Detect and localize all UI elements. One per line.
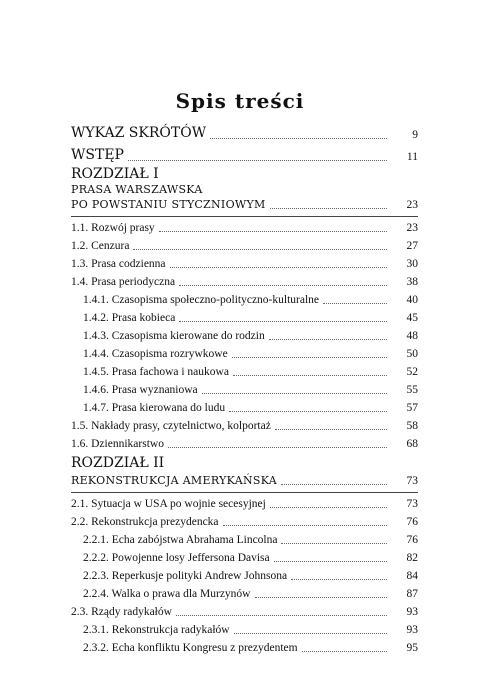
dot-leader <box>291 579 387 580</box>
entry-page: 9 <box>412 129 418 141</box>
dot-leader <box>210 138 387 139</box>
dot-leader <box>179 321 387 322</box>
entry-page: 58 <box>406 420 418 432</box>
toc-title: Spis treści <box>175 89 305 113</box>
entry-label: 1.1. Rozwój prasy <box>71 222 155 234</box>
toc-entry <box>83 363 418 379</box>
toc-entry <box>71 255 418 271</box>
entry-label: 1.2. Cenzura <box>71 240 130 252</box>
entry-page: 55 <box>406 384 418 396</box>
toc-entry <box>83 327 418 343</box>
toc-entry <box>71 219 418 235</box>
entry-label: 2.2.4. Walka o prawa dla Murzynów <box>83 588 251 600</box>
entry-label: 1.4.1. Czasopisma społeczno-polityczno-kulturalne <box>83 294 320 306</box>
entry-page: 11 <box>406 151 418 163</box>
toc-entry <box>83 345 418 361</box>
entry-page: 23 <box>406 222 418 234</box>
entry-page: 73 <box>406 475 418 487</box>
entry-label: 2.2. Rekonstrukcja prezydencka <box>71 516 219 528</box>
dot-leader <box>232 357 387 358</box>
dot-leader <box>323 303 387 304</box>
entry-page: 95 <box>406 642 418 654</box>
entry-page: 87 <box>406 588 418 600</box>
toc-entry <box>71 513 418 529</box>
chapter-2-rule <box>71 492 418 493</box>
entry-page: 93 <box>406 624 418 636</box>
toc-entry-introduction <box>71 146 418 164</box>
toc-entry <box>83 291 418 307</box>
dot-leader <box>168 447 387 448</box>
toc-entry <box>83 399 418 415</box>
toc-entry <box>83 621 418 637</box>
dot-leader <box>176 615 387 616</box>
entry-label: 2.1. Sytuacja w USA po wojnie secesyjnej <box>71 498 266 510</box>
entry-label: WYKAZ SKRÓTÓW <box>71 125 207 141</box>
toc-entry <box>83 309 418 325</box>
dot-leader <box>275 429 387 430</box>
entry-page: 73 <box>406 498 418 510</box>
entry-page: 38 <box>406 276 418 288</box>
entry-page: 57 <box>406 402 418 414</box>
dot-leader <box>255 597 388 598</box>
entry-label: 1.4.6. Prasa wyznaniowa <box>83 384 198 396</box>
toc-entry <box>71 273 418 289</box>
dot-leader <box>170 267 387 268</box>
entry-page: 76 <box>406 516 418 528</box>
entry-label: PO POWSTANIU STYCZNIOWYM <box>71 198 266 211</box>
entry-page: 23 <box>406 199 418 211</box>
chapter-1-rule <box>71 216 418 217</box>
dot-leader <box>270 208 387 209</box>
entry-label: WSTĘP <box>71 147 124 163</box>
chapter-2-title <box>71 472 418 488</box>
chapter-1-title-line-1: PRASA WARSZAWSKA <box>71 183 203 196</box>
toc-entry <box>83 585 418 601</box>
entry-label: 1.4.5. Prasa fachowa i naukowa <box>83 366 229 378</box>
toc-entry <box>71 237 418 253</box>
entry-page: 30 <box>406 258 418 270</box>
dot-leader <box>269 339 387 340</box>
entry-label: 2.2.1. Echa zabójstwa Abrahama Lincolna <box>83 534 278 546</box>
toc-entry <box>71 495 418 511</box>
dot-leader <box>159 231 387 232</box>
dot-leader <box>223 525 387 526</box>
entry-label: 2.3. Rządy radykałów <box>71 606 172 618</box>
entry-label: 1.4.7. Prasa kierowana do ludu <box>83 402 226 414</box>
entry-label: REKONSTRUKCJA AMERYKAŃSKA <box>71 474 278 487</box>
entry-page: 93 <box>406 606 418 618</box>
dot-leader <box>281 484 387 485</box>
dot-leader <box>302 651 387 652</box>
dot-leader <box>128 160 387 161</box>
dot-leader <box>281 543 387 544</box>
dot-leader <box>233 375 387 376</box>
entry-label: 1.4.2. Prasa kobieca <box>83 312 176 324</box>
entry-label: 1.5. Nakłady prasy, czytelnictwo, kolportaż <box>71 420 271 432</box>
entry-label: 2.3.1. Rekonstrukcja radykałów <box>83 624 230 636</box>
entry-page: 82 <box>406 552 418 564</box>
toc-entry <box>71 417 418 433</box>
entry-page: 50 <box>406 348 418 360</box>
dot-leader <box>270 507 387 508</box>
dot-leader <box>202 393 387 394</box>
dot-leader <box>234 633 387 634</box>
entry-label: 2.2.3. Reperkusje polityki Andrew Johnsona <box>83 570 288 582</box>
entry-label: 1.4.4. Czasopisma rozrywkowe <box>83 348 228 360</box>
entry-page: 52 <box>406 366 418 378</box>
entry-label: 1.3. Prasa codzienna <box>71 258 166 270</box>
entry-label: 1.4.3. Czasopisma kierowane do rodzin <box>83 330 265 342</box>
entry-label: 2.3.2. Echa konfliktu Kongresu z prezydentem <box>83 642 298 654</box>
chapter-2-heading: ROZDZIAŁ II <box>71 455 165 471</box>
entry-page: 76 <box>406 534 418 546</box>
entry-page: 68 <box>406 438 418 450</box>
toc-entry <box>71 435 418 451</box>
dot-leader <box>229 411 387 412</box>
entry-page: 27 <box>406 240 418 252</box>
chapter-1-heading: ROZDZIAŁ I <box>71 166 159 182</box>
toc-entry-list-of-abbreviations <box>71 124 418 142</box>
entry-label: 1.6. Dziennikarstwo <box>71 438 164 450</box>
entry-page: 45 <box>406 312 418 324</box>
entry-label: 1.4. Prasa periodyczna <box>71 276 176 288</box>
chapter-1-title-line-2 <box>71 196 418 212</box>
toc-entry <box>83 567 418 583</box>
entry-label: 2.2.2. Powojenne losy Jeffersona Davisa <box>83 552 270 564</box>
dot-leader <box>274 561 387 562</box>
entry-page: 40 <box>406 294 418 306</box>
dot-leader <box>179 285 387 286</box>
entry-page: 48 <box>406 330 418 342</box>
entry-page: 84 <box>406 570 418 582</box>
toc-entry <box>83 381 418 397</box>
dot-leader <box>133 249 387 250</box>
toc-entry <box>83 639 418 655</box>
toc-entry <box>83 531 418 547</box>
toc-entry <box>71 603 418 619</box>
toc-entry <box>83 549 418 565</box>
